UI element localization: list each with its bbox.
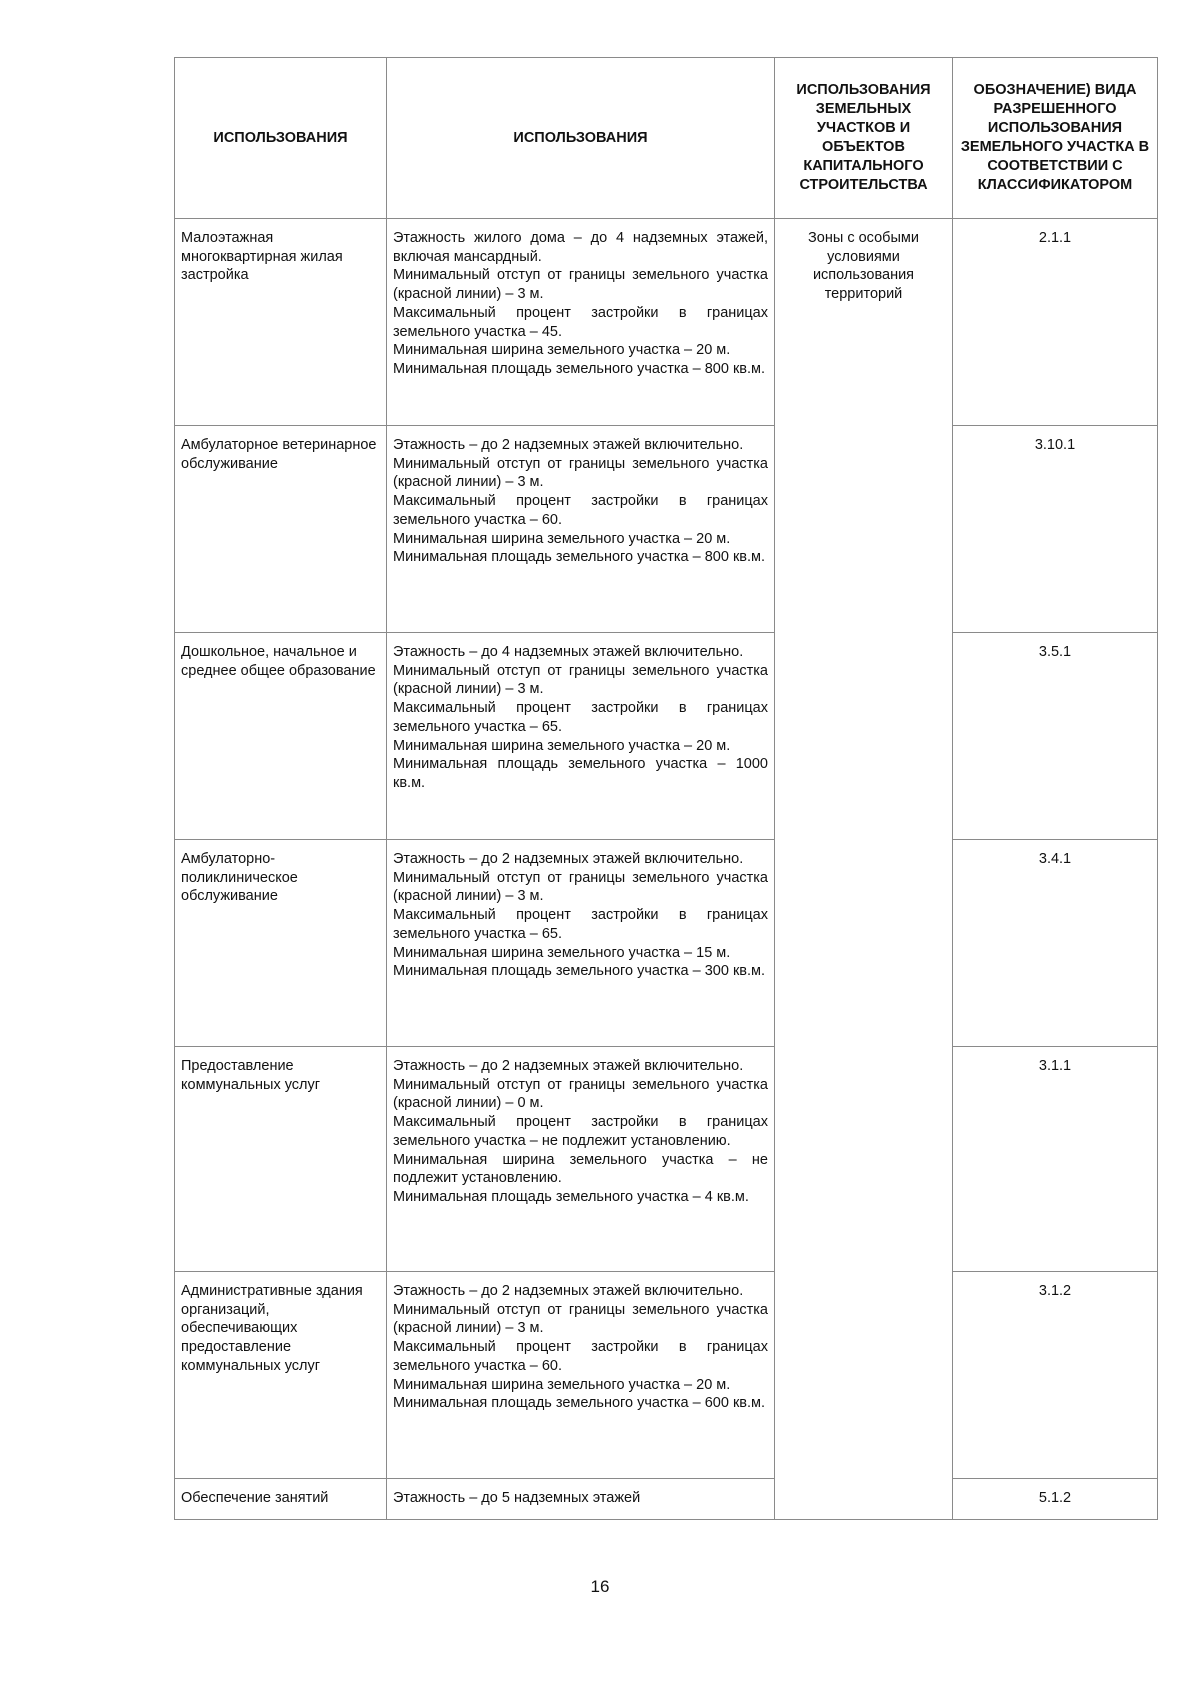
parameter-line: Этажность жилого дома – до 4 надземных этажей, включая мансардный. [393,230,768,265]
header-classifier-code: ОБОЗНАЧЕНИЕ) ВИДА РАЗРЕШЕННОГО ИСПОЛЬЗОВАНИЯ ЗЕМЕЛЬНОГО УЧАСТКА В СООТВЕТСТВИИ С КЛАССИФИКАТОРОМ [953,58,1158,219]
classifier-code-cell: 3.4.1 [953,840,1158,1047]
parameter-line: Минимальная ширина земельного участка – 20 м. [393,342,731,359]
use-type-cell: Амбулаторное ветеринарное обслуживание [175,426,387,633]
use-type-cell: Обеспечение занятий [175,1479,387,1520]
parameter-line: Минимальный отступ от границы земельного участка (красной линии) – 3 м. [393,1301,768,1337]
table-row [175,1047,1158,1272]
table-body [175,219,1158,1520]
parameters-cell [387,840,775,1047]
page-number: 16 [590,1577,610,1596]
parameter-line: Максимальный процент застройки в границах земельного участка – не подлежит установлению. [393,1114,768,1149]
parameter-line: Минимальный отступ от границы земельного участка (красной линии) – 3 м. [393,869,768,905]
parameter-line: Минимальный отступ от границы земельного участка (красной линии) – 3 м. [393,662,768,698]
classifier-code-cell: 5.1.2 [953,1479,1158,1520]
parameter-line: Минимальная ширина земельного участка – 20 м. [393,737,731,754]
header-use-type: ИСПОЛЬЗОВАНИЯ [175,58,387,219]
use-type-cell: Малоэтажная многоквартирная жилая застройка [175,219,387,426]
parameter-line: Минимальная ширина земельного участка – не подлежит установлению. [393,1151,768,1187]
table-header-row [175,58,1158,219]
restriction-zones-cell: Зоны с особыми условиями использования территорий [775,219,953,1520]
classifier-code-cell: 2.1.1 [953,219,1158,426]
parameter-line: Этажность – до 2 надземных этажей включительно. [393,1283,744,1299]
classifier-code-cell: 3.5.1 [953,633,1158,840]
parameters-cell [387,633,775,840]
parameter-line: Этажность – до 4 надземных этажей включительно. [393,644,744,660]
parameter-line: Этажность – до 2 надземных этажей включительно. [393,1058,744,1074]
parameters-cell [387,426,775,633]
use-type-cell: Административные здания организаций, обеспечивающих предоставление коммунальных услуг [175,1272,387,1479]
parameters-cell [387,1047,775,1272]
parameter-line: Минимальный отступ от границы земельного участка (красной линии) – 3 м. [393,267,768,303]
parameter-line: Минимальная ширина земельного участка – 15 м. [393,944,731,961]
parameters-cell [387,1272,775,1479]
parameter-line: Этажность – до 5 надземных этажей [393,1490,641,1506]
table-header [175,58,1158,219]
parameter-line: Максимальный процент застройки в границах земельного участка – 65. [393,907,768,942]
table-row [175,219,1158,426]
parameter-line: Минимальная площадь земельного участка – 300 кв.м. [393,963,766,980]
parameter-line: Минимальная ширина земельного участка – 20 м. [393,1376,731,1393]
parameter-line: Максимальный процент застройки в границах земельного участка – 45. [393,304,768,340]
parameter-line: Минимальный отступ от границы земельного участка (красной линии) – 3 м. [393,455,768,491]
parameter-line: Минимальная площадь земельного участка – 800 кв.м. [393,549,766,566]
parameter-line: Этажность – до 2 надземных этажей включительно. [393,851,744,867]
parameter-line: Минимальная площадь земельного участка – 600 кв.м. [393,1395,766,1412]
table-row [175,1272,1158,1479]
parameter-line: Минимальная площадь земельного участка – 4 кв.м. [393,1188,749,1205]
header-parameters: ИСПОЛЬЗОВАНИЯ [387,58,775,219]
table-row [175,840,1158,1047]
table-row [175,1479,1158,1520]
header-restrictions: ИСПОЛЬЗОВАНИЯ ЗЕМЕЛЬНЫХ УЧАСТКОВ И ОБЪЕКТОВ КАПИТАЛЬНОГО СТРОИТЕЛЬСТВА [775,58,953,219]
parameter-line: Максимальный процент застройки в границах земельного участка – 60. [393,1339,768,1374]
parameter-line: Максимальный процент застройки в границах земельного участка – 60. [393,493,768,528]
land-use-table [174,57,1158,1520]
parameter-line: Максимальный процент застройки в границах земельного участка – 65. [393,700,768,735]
parameters-cell [387,219,775,426]
parameter-line: Минимальная площадь земельного участка – 1000 кв.м. [393,756,768,791]
parameter-line: Минимальный отступ от границы земельного участка (красной линии) – 0 м. [393,1076,768,1112]
use-type-cell: Дошкольное, начальное и среднее общее образование [175,633,387,840]
parameter-line: Минимальная площадь земельного участка – 800 кв.м. [393,360,766,377]
parameters-cell [387,1479,775,1520]
table-row [175,633,1158,840]
use-type-cell: Предоставление коммунальных услуг [175,1047,387,1272]
classifier-code-cell: 3.1.1 [953,1047,1158,1272]
parameter-line: Минимальная ширина земельного участка – 20 м. [393,530,731,547]
classifier-code-cell: 3.10.1 [953,426,1158,633]
use-type-cell: Амбулаторно-поликлиническое обслуживание [175,840,387,1047]
parameter-line: Этажность – до 2 надземных этажей включительно. [393,437,744,453]
classifier-code-cell: 3.1.2 [953,1272,1158,1479]
table-row [175,426,1158,633]
